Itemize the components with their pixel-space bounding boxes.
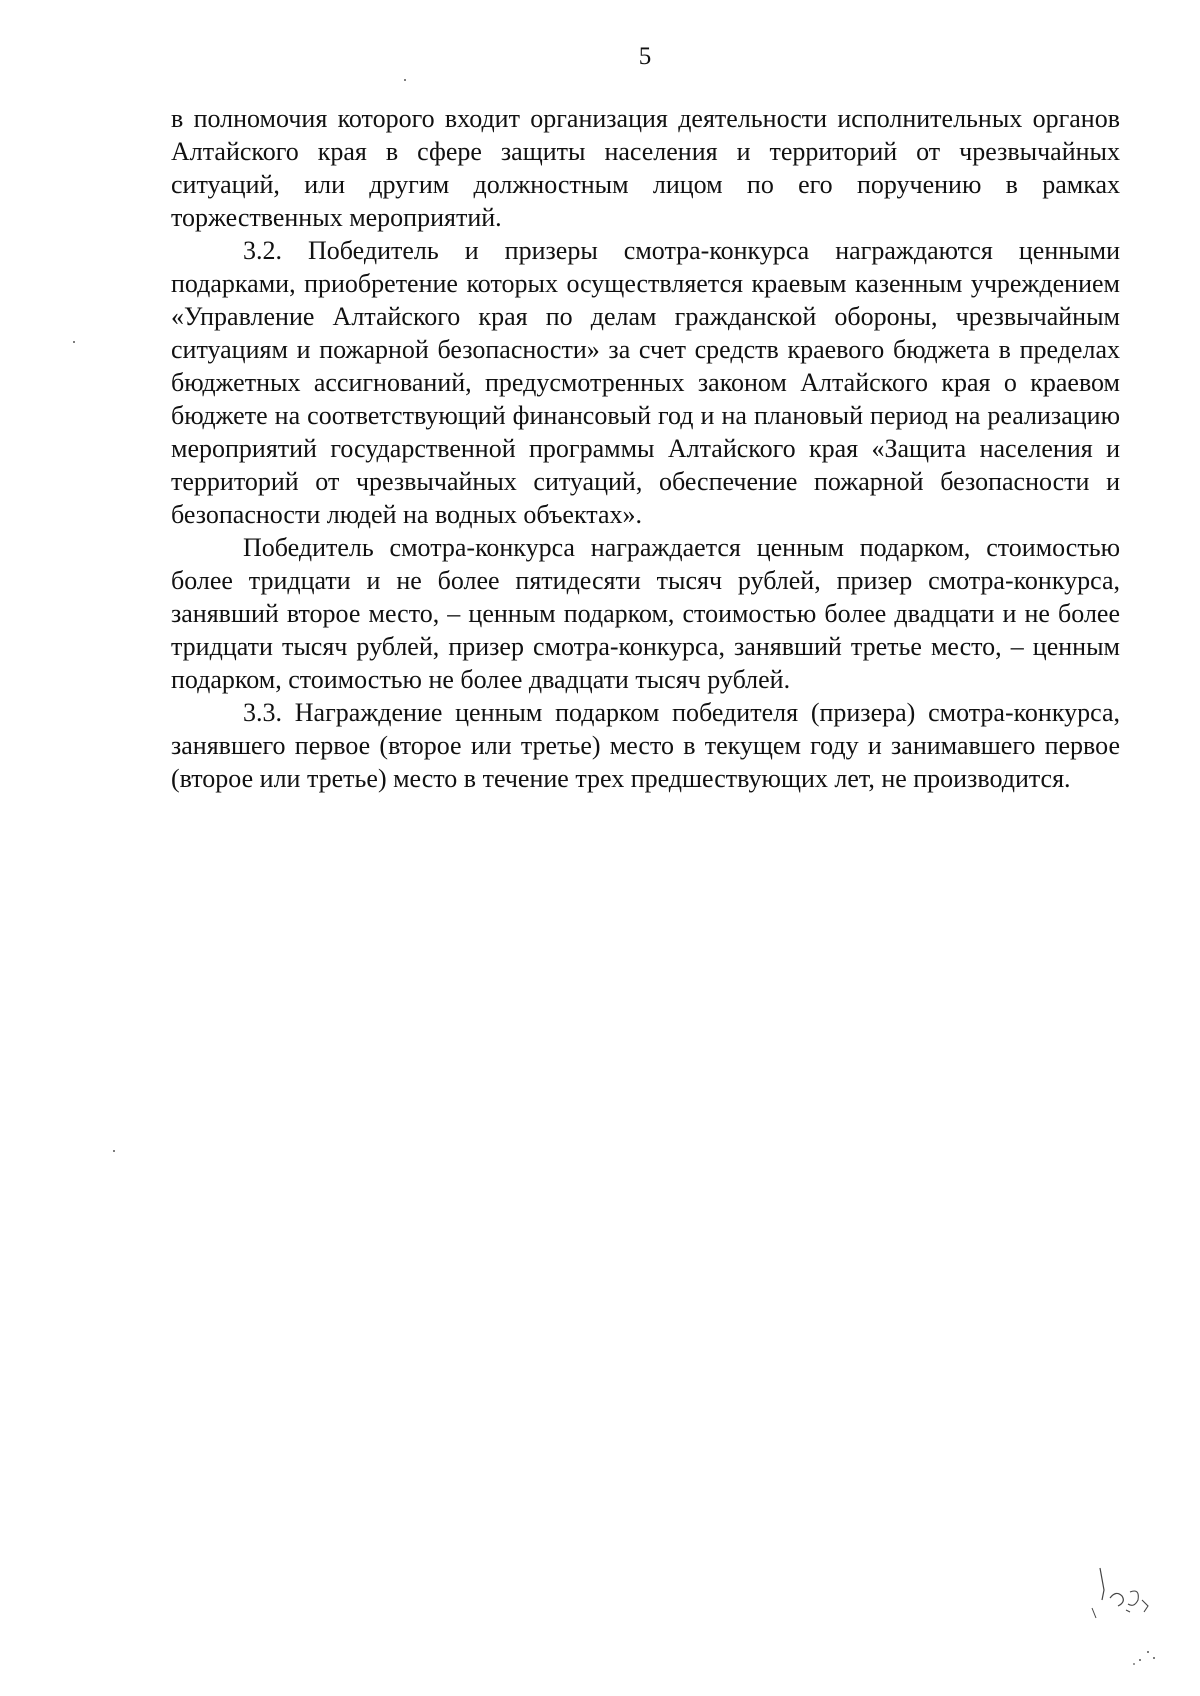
document-body bbox=[171, 102, 1120, 795]
page-number: 5 bbox=[638, 43, 652, 70]
paragraph-winner-prizes: Победитель смотра-конкурса награждается ценным подарком, стоимостью более тридцати и не более пятидесяти тысяч рублей, призер смотра-конкурса, занявший второе место, – ценным подарком, стоимостью более двадцати и не более тридцати тысяч рублей, призер смотра-конкурса, занявший третье место, – ценным подарком, стоимостью не более двадцати тысяч рублей. bbox=[171, 533, 1120, 694]
scan-speck bbox=[113, 1150, 115, 1152]
handwritten-mark bbox=[1082, 1560, 1162, 1670]
scan-speck bbox=[404, 79, 406, 81]
paragraph-3-3: 3.3. Награждение ценным подарком победителя (призера) смотра-конкурса, занявшего первое (второе или третье) место в текущем году и занимавшего первое (второе или третье) место в течение трех предшествующих лет, не производится. bbox=[171, 698, 1120, 793]
paragraph-continuation: в полномочия которого входит организация деятельности исполнительных органов Алтайского края в сфере защиты населения и территорий от чрезвычайных ситуаций, или другим должностным лицом по его поручению в рамках торжественных мероприятий. bbox=[171, 104, 1120, 232]
scan-speck bbox=[73, 341, 75, 343]
paragraph-3-2: 3.2. Победитель и призеры смотра-конкурса награждаются ценными подарками, приобретение которых осуществляется краевым казенным учреждением «Управление Алтайского края по делам гражданской обороны, чрезвычайным ситуациям и пожарной безопасности» за счет средств краевого бюджета в пределах бюджетных ассигнований, предусмотренных законом Алтайского края о краевом бюджете на соответствующий финансовый год и на плановый период на реализацию мероприятий государственной программы Алтайского края «Защита населения и территорий от чрезвычайных ситуаций, обеспечение пожарной безопасности и безопасности людей на водных объектах». bbox=[171, 236, 1120, 529]
